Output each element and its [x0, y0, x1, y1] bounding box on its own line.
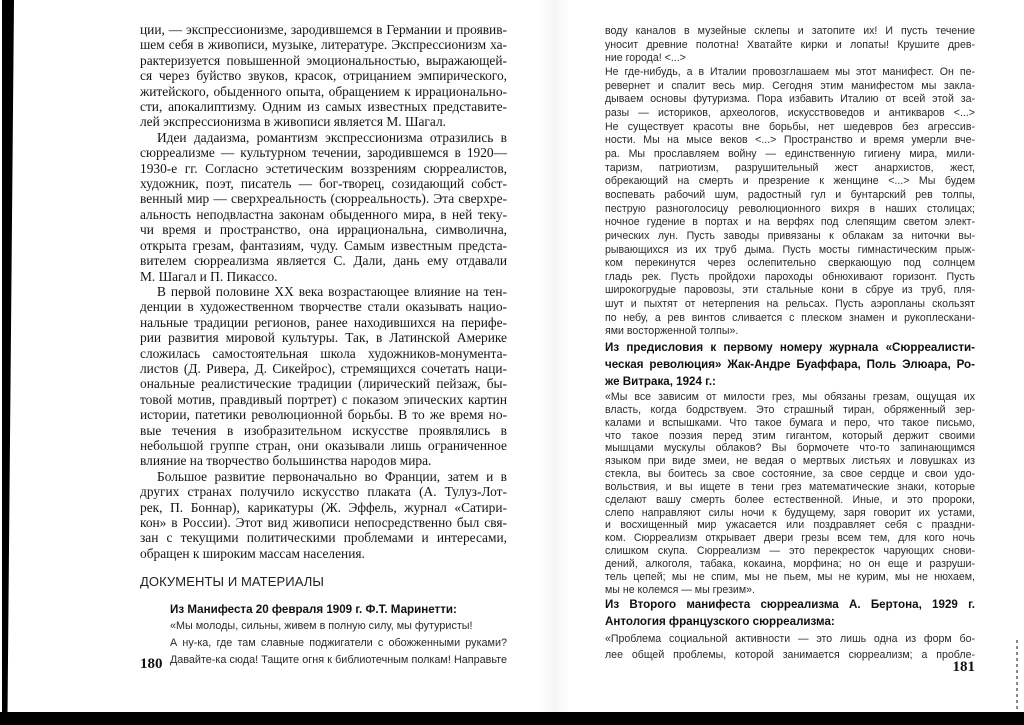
- text-line: Из предисловия к первому номеру журнала «Сюрреалисти-: [605, 341, 975, 354]
- text-line: дываем основы футуризма. Пора избавить Италию от всей этой за-: [605, 93, 975, 106]
- text-line: обрекающий на смерть и презрение к женщине <...> Мы будем: [605, 175, 975, 188]
- text-line: воду каналов в музейные склепы и затопите их! И пусть течение: [605, 25, 975, 37]
- scan-edge-right: [1016, 640, 1018, 710]
- text-line: обращен к широким массам населения.: [140, 545, 365, 561]
- text-line: М. Шагал и П. Пикассо.: [140, 268, 278, 284]
- text-line: небольшой группе стран, они оказывали лишь ограниченное: [140, 437, 507, 453]
- text-line: ком. Сюрреализм открывает двери грезы всем тем, для кого ночь: [605, 532, 975, 545]
- text-line: кон» в России). Этот вид живописи непосредственно был свя-: [140, 515, 507, 530]
- text-line: ревернет и спалит весь мир. Сегодня этим манифестом мы закла-: [605, 79, 975, 92]
- text-line: ональные реалистические традиции (лирический пейзаж, бы-: [140, 376, 507, 392]
- text-line: рактеризуется повышенной эмоциональностью, выражающей-: [140, 52, 507, 68]
- text-line: пеструю разноголосицу революционного вихря в наших столицах;: [605, 202, 975, 215]
- text-line: лее общей проблемы, которой занимается сюрреализм; а пробле-: [605, 649, 975, 661]
- text-line: истории, патетики революционной борьбы. В то же время но-: [140, 407, 507, 423]
- text-line: калами и вспышками. Что такое бумага и перо, что такое письмо,: [605, 416, 975, 429]
- text-line: ночное гудение в портах и на верфях под слепящим светом элект-: [605, 216, 975, 229]
- text-line: уносит древние полотна! Хватайте кирки и лопаты! Крушите древ-: [605, 38, 975, 51]
- text-line: слишком скупа. Сюрреализм — это перекресток чарующих снови-: [605, 545, 975, 558]
- text-line: 1930-е гг. Согласно эстетическим воззрениям сюрреалистов,: [140, 160, 507, 176]
- text-line: денции в художественном творчестве стали оказывать нацио-: [140, 299, 507, 315]
- text-line: влияние на творчество большинства народов мира.: [140, 453, 432, 469]
- text-line: разы — историков, археологов, искусствоведов и антикваров <...>: [605, 106, 975, 119]
- text-line: вые течения в изобразительном искусстве проявлялись в: [140, 422, 507, 438]
- text-line: В первой половине XX века возрастающее влияние на тен-: [157, 283, 507, 299]
- text-line: рии развития мировой культуры. Так, в Латинской Америке: [140, 330, 507, 346]
- text-line: сюрреализме — культурном течении, зародившемся в 1920—: [140, 145, 507, 161]
- text-line: что такое поэзия перед этим гигантом, который держит своими: [605, 429, 975, 442]
- text-line: Давайте-ка сюда! Тащите огня к библиотечным полкам! Направьте: [170, 654, 507, 666]
- page-number-right: 181: [952, 659, 975, 675]
- section-heading: ДОКУМЕНТЫ И МАТЕРИАЛЫ: [140, 574, 325, 589]
- text-line: Из Манифеста 20 февраля 1909 г. Ф.Т. Маринетти:: [170, 603, 457, 616]
- text-line: А ну-ка, где там славные поджигатели с обожженными руками?: [170, 637, 507, 649]
- text-line: же Витрака, 1924 г.:: [605, 375, 716, 388]
- document-title-surrealist-revolution: [605, 339, 975, 390]
- text-line: ние города! <...>: [605, 52, 686, 65]
- text-line: сложилась самостоятельная школа художников-монумента-: [140, 345, 507, 361]
- text-line: рических лун. Пусть заводы привязаны к облакам за ниточки вы-: [605, 229, 975, 242]
- text-line: альность неподвластна законам обыденного мира, в ней теку-: [140, 206, 507, 222]
- text-line: ческая революция» Жак-Андре Буаффара, Поль Элюара, Ро-: [605, 358, 975, 371]
- text-line: «Мы молоды, сильны, живем в полную силу, мы футуристы!: [170, 620, 473, 632]
- text-line: и восхищенный мир ужасается или поздравляет себя с праздни-: [605, 519, 975, 532]
- page-number-left: 180: [140, 656, 163, 672]
- text-line: тель цепей; мы не спим, мы не пьем, мы не курим, мы не нюхаем,: [605, 570, 975, 583]
- text-line: житейского, обыденного опыта, обращением к иррационально-: [140, 83, 507, 99]
- text-line: ком перекинутся через ослепительно сверкающую под солнцем: [605, 257, 975, 270]
- text-line: мы не колемся — мы грезим».: [605, 583, 755, 596]
- text-line: товой мотив, правдивый портрет) с показом эпических картин: [140, 391, 507, 407]
- text-line: ности. Мы на мысе веков <...> Пространство и время умерли вче-: [605, 134, 975, 147]
- text-line: шут и пыхтят от нетерпения на рельсах. Пусть аэропланы скользят: [605, 298, 975, 311]
- text-line: «Проблема социальной активности — это лишь одна из форм бо-: [605, 633, 975, 645]
- text-line: венный мир — сверхреальность (сюрреальность). Эта сверхре-: [140, 191, 507, 207]
- text-line: Не где-нибудь, а в Италии провозглашаем мы этот манифест. Он пе-: [605, 65, 975, 78]
- text-line: сти, апокалиптизму. Одним из самых известных представите-: [140, 99, 507, 115]
- text-line: ра. Мы прославляем войну — единственную гигиену мира, мили-: [605, 147, 975, 160]
- text-line: сделают вашу смерть более естественной. Иные, и это пророки,: [605, 493, 975, 506]
- text-line: вольствия, и вы ищете в тени грез математические знаки, которые: [605, 480, 975, 493]
- text-line: чи время и пространство, она иррациональна, символична,: [140, 222, 507, 238]
- text-line: Большое развитие первоначально во Франции, затем и в: [157, 468, 507, 484]
- text-line: языком при виде змеи, не ведая о мертвых листьях и ловушках из: [605, 455, 975, 468]
- text-line: шем себя в живописи, музыке, литературе. Экспрессионизм ха-: [140, 37, 507, 53]
- scan-edge-left: [2, 0, 14, 725]
- quote-breton: [605, 631, 975, 663]
- text-line: нальные традиции регионов, ранее находившихся на перифе-: [140, 314, 507, 330]
- text-line: широкогрудые паровозы, эти стальные кони в сбруе из труб, пля-: [605, 284, 975, 297]
- text-line: «Мы все зависим от милости грез, мы обязаны грезам, ощущая их: [605, 391, 975, 403]
- text-line: Антология французского сюрреализма:: [605, 614, 835, 628]
- quote-surrealist-revolution: [605, 391, 975, 597]
- text-line: дений, алкоголя, табака, кокаина, морфина; но он еще и разруши-: [605, 557, 975, 570]
- text-line: рек, П. Боннар), карикатуры (Ж. Эффель, журнал «Сатири-: [140, 499, 507, 515]
- text-line: слепо направляют силы ночи к будущему, заря говорит их устами,: [605, 506, 975, 519]
- manifesto-text: [605, 25, 975, 339]
- text-line: лей экспрессионизма в живописи является М. Шагал.: [140, 114, 446, 130]
- text-line: воспевать рабочий шум, радостный гул и бунтарский рев толпы,: [605, 188, 975, 201]
- text-line: вителем сюрреализма является С. Дали, дань ему отдавали: [140, 253, 507, 269]
- text-line: других странах получило искусство плаката (А. Тулуз-Лот-: [140, 484, 507, 500]
- document-text: [170, 618, 507, 669]
- document-title: [170, 601, 507, 618]
- text-line: листов (Д. Ривера, Д. Сикейрос), стремящихся сочетать наци-: [140, 360, 507, 376]
- text-line: ся через буйство звуков, красок, отрицанием эмпирического,: [140, 68, 507, 84]
- text-line: мышцами мускулы облаков? Вы бормочете что-то запинающимся: [605, 442, 975, 455]
- text-line: таризм, патриотизм, разрушительный жест анархистов, жест,: [605, 161, 975, 174]
- text-line: художник, поэт, писатель — бог-творец, созидающий собст-: [140, 176, 507, 192]
- book-gutter: [540, 0, 570, 712]
- text-line: зан с текущими политическими проблемами и интересами,: [140, 530, 507, 546]
- text-line: власть, когда бодрствуем. Это страшный тиран, обряженный зер-: [605, 403, 975, 416]
- text-line: Не существует красоты вне борьбы, нет шедевров без агрессив-: [605, 120, 975, 133]
- text-line: гладь рек. Пусть пройдохи пароходы обнюхивают горизонт. Пусть: [605, 270, 975, 283]
- text-line: рывающихся из их труб дыма. Пусть мосты гимнастическим прыж-: [605, 243, 975, 256]
- left-body-text: [140, 22, 507, 561]
- text-line: Из Второго манифеста сюрреализма А. Бертона, 1929 г.: [605, 598, 975, 611]
- text-line: ями восторженной толпы».: [605, 325, 739, 338]
- text-line: открыта грезам, фантазиям, чуду. Самым известным предста-: [140, 237, 507, 253]
- document-title-breton: [605, 597, 975, 630]
- text-line: стекла, вы боитесь за свое состояние, за свое сердце и свои удо-: [605, 468, 975, 481]
- text-line: Идеи дадаизма, романтизм экспрессионизма отразились в: [157, 129, 507, 145]
- scan-edge-bottom: [0, 712, 1024, 725]
- text-line: ции, — экспрессионизме, зародившемся в Германии и проявив-: [140, 22, 507, 37]
- text-line: по небу, а рев винтов сливается с плеском знамен и рукоплескани-: [605, 311, 975, 324]
